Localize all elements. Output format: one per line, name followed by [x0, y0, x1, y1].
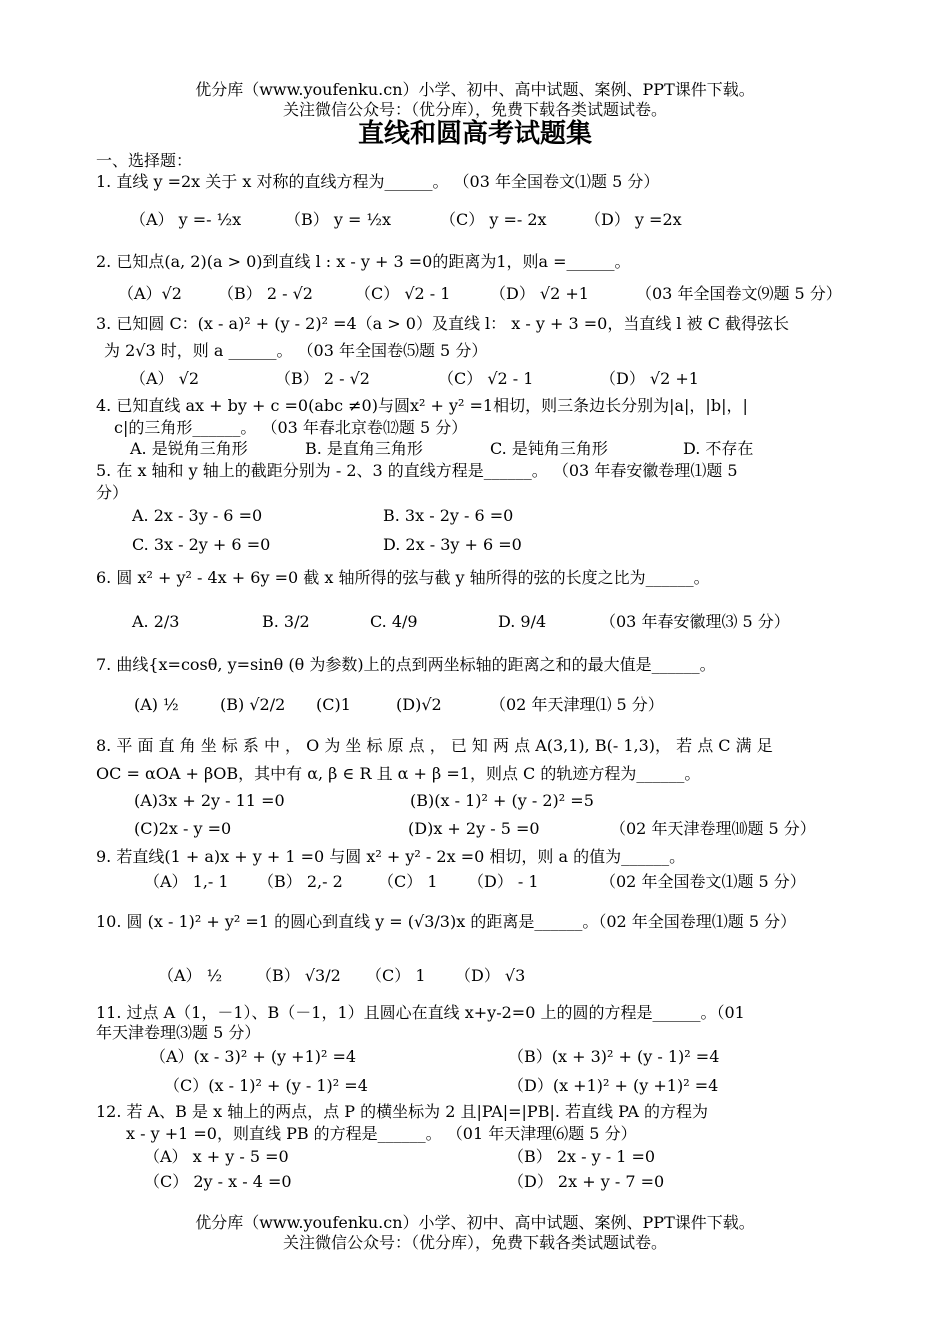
q5-option-d: D. 2x - 3y + 6 =0	[383, 535, 522, 554]
q8-option-a: (A)3x + 2y - 11 =0	[134, 791, 285, 810]
q5-option-c: C. 3x - 2y + 6 =0	[132, 535, 271, 554]
question-8-stem: 8. 平 面 直 角 坐 标 系 中 ， O 为 坐 标 原 点 ， 已 知 两 点 A(3,1), B(- 1,3)， 若 点 C 满 足	[96, 736, 773, 755]
question-7-stem: 7. 曲线{x=cosθ, y=sinθ (θ 为参数)上的点到两坐标轴的距离之和的最大值是______。	[96, 655, 716, 674]
q12-option-c: （C） 2y - x - 4 =0	[144, 1172, 292, 1191]
q6-option-a: A. 2/3	[132, 612, 180, 631]
question-3-stem: 3. 已知圆 C：(x - a)² + (y - 2)² =4（a > 0）及直线 l： x - y + 3 =0，当直线 l 被 C 截得弦长	[96, 314, 790, 333]
page-title: 直线和圆高考试题集	[357, 119, 592, 149]
q6-option-b: B. 3/2	[262, 612, 310, 631]
footer-line-2: 关注微信公众号：（优分库），免费下载各类试题试卷。	[282, 1233, 667, 1252]
q11-option-b: （B）(x + 3)² + (y - 1)² =4	[508, 1047, 720, 1066]
q2-option-c: （C） √2 - 1	[355, 284, 451, 303]
question-12-stem: 12. 若 A、B 是 x 轴上的两点，点 P 的横坐标为 2 且|PA|=|PB|. 若直线 PA 的方程为	[96, 1102, 709, 1121]
q4-option-d: D. 不存在	[683, 439, 754, 458]
question-4-stem-cont: c|的三角形______。 （03 年春北京卷⑿题 5 分）	[114, 418, 468, 437]
q9-option-b: （B） 2,- 2	[258, 872, 343, 891]
question-8-stem-cont: OC = αOA + βOB，其中有 α, β ∈ R 且 α + β =1，则点 C 的轨迹方程为______。	[96, 764, 701, 783]
question-5-stem-cont: 分）	[96, 483, 129, 502]
q1-option-a: （A） y =- ½x	[130, 210, 242, 229]
q8-option-b: (B)(x - 1)² + (y - 2)² =5	[410, 791, 594, 810]
question-5-stem: 5. 在 x 轴和 y 轴上的截距分别为 - 2、3 的直线方程是______。 （03 年春安徽卷理⑴题 5	[96, 461, 738, 480]
question-11-stem-cont: 年天津卷理⑶题 5 分）	[96, 1023, 261, 1042]
q5-option-a: A. 2x - 3y - 6 =0	[132, 506, 263, 525]
question-12-stem-cont: x - y +1 =0，则直线 PB 的方程是______。 （01 年天津理⑹题 5 分）	[126, 1124, 637, 1143]
question-11-stem: 11. 过点 A（1，－1）、B（－1，1）且圆心在直线 x+y-2=0 上的圆的方程是______。（01	[96, 1003, 745, 1022]
q1-option-d: （D） y =2x	[585, 210, 682, 229]
q3-option-b: （B） 2 - √2	[275, 369, 370, 388]
q10-option-d: （D） √3	[455, 966, 526, 985]
q2-option-b: （B） 2 - √2	[218, 284, 313, 303]
header-line-2: 关注微信公众号：（优分库），免费下载各类试题试卷。	[282, 100, 667, 119]
q3-option-c: （C） √2 - 1	[438, 369, 534, 388]
q2-option-a: （A）√2	[118, 284, 182, 303]
question-6-stem: 6. 圆 x² + y² - 4x + 6y =0 截 x 轴所得的弦与截 y 轴所得的弦的长度之比为______。	[96, 568, 710, 587]
footer-line-1: 优分库（www.youfenku.cn）小学、初中、高中试题、案例、PPT课件下载。	[195, 1213, 755, 1232]
q4-option-c: C. 是钝角三角形	[490, 439, 608, 458]
question-3-stem-cont: 为 2√3 时，则 a ______。 （03 年全国卷⑸题 5 分）	[104, 341, 488, 360]
q10-option-a: （A） ½	[158, 966, 223, 985]
q10-option-b: （B） √3/2	[256, 966, 341, 985]
question-10-stem: 10. 圆 (x - 1)² + y² =1 的圆心到直线 y = (√3/3)x 的距离是______。（02 年全国卷理⑴题 5 分）	[96, 912, 797, 931]
q11-option-a: （A）(x - 3)² + (y +1)² =4	[150, 1047, 357, 1066]
q9-source: （02 年全国卷文⑴题 5 分）	[600, 872, 806, 891]
q7-option-a: (A) ½	[134, 695, 179, 714]
q7-option-d: (D)√2	[396, 695, 442, 714]
q12-option-a: （A） x + y - 5 =0	[144, 1147, 289, 1166]
section-heading: 一、选择题：	[96, 151, 193, 170]
q1-option-b: （B） y = ½x	[285, 210, 391, 229]
q6-option-c: C. 4/9	[370, 612, 418, 631]
q5-option-b: B. 3x - 2y - 6 =0	[383, 506, 514, 525]
question-1-stem: 1. 直线 y =2x 关于 x 对称的直线方程为______。 （03 年全国卷文⑴题 5 分）	[96, 172, 660, 191]
q1-option-c: （C） y =- 2x	[440, 210, 547, 229]
q10-option-c: （C） 1	[366, 966, 426, 985]
q12-option-b: （B） 2x - y - 1 =0	[508, 1147, 656, 1166]
q3-option-a: （A） √2	[130, 369, 200, 388]
q7-option-c: (C)1	[316, 695, 351, 714]
question-4-stem: 4. 已知直线 ax + by + c =0(abc ≠0)与圆x² + y² =1相切，则三条边长分别为|a|，|b|，|	[96, 396, 748, 415]
q7-option-b: (B) √2/2	[220, 695, 286, 714]
q2-option-d: （D） √2 +1	[490, 284, 589, 303]
q7-source: （02 年天津理⑴ 5 分）	[490, 695, 664, 714]
q6-option-d: D. 9/4	[498, 612, 547, 631]
q11-option-d: （D）(x +1)² + (y +1)² =4	[508, 1076, 719, 1095]
q9-option-d: （D） - 1	[468, 872, 539, 891]
q12-option-d: （D） 2x + y - 7 =0	[508, 1172, 665, 1191]
q2-source: （03 年全国卷文⑼题 5 分）	[636, 284, 842, 303]
q4-option-a: A. 是锐角三角形	[130, 439, 248, 458]
q3-option-d: （D） √2 +1	[600, 369, 699, 388]
q8-source: （02 年天津卷理⑽题 5 分）	[610, 819, 816, 838]
question-2-stem: 2. 已知点(a, 2)(a > 0)到直线 l : x - y + 3 =0的距离为1，则a =______。	[96, 252, 631, 271]
header-line-1: 优分库（www.youfenku.cn）小学、初中、高中试题、案例、PPT课件下载。	[195, 80, 755, 99]
q9-option-c: （C） 1	[378, 872, 438, 891]
q9-option-a: （A） 1,- 1	[144, 872, 229, 891]
q6-source: （03 年春安徽理⑶ 5 分）	[600, 612, 790, 631]
q8-option-c: (C)2x - y =0	[134, 819, 232, 838]
q4-option-b: B. 是直角三角形	[305, 439, 423, 458]
q8-option-d: (D)x + 2y - 5 =0	[408, 819, 540, 838]
question-9-stem: 9. 若直线(1 + a)x + y + 1 =0 与圆 x² + y² - 2x =0 相切，则 a 的值为______。	[96, 847, 686, 866]
q11-option-c: （C）(x - 1)² + (y - 1)² =4	[164, 1076, 368, 1095]
